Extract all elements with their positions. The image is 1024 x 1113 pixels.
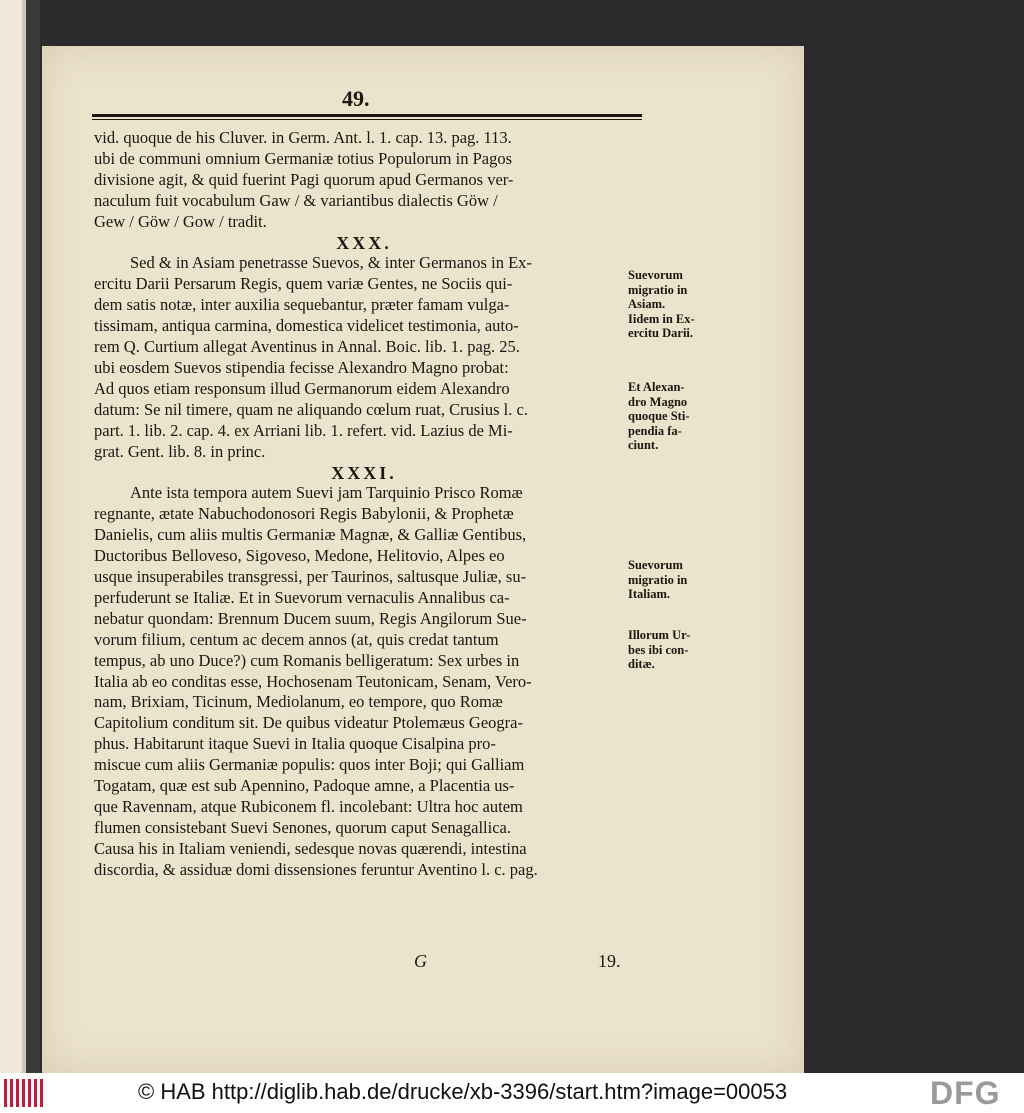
text-line: miscue cum aliis Germaniæ populis: quos inter Boji; qui Galliam — [94, 755, 525, 775]
text-line: Capitolium conditum sit. De quibus videatur Ptolemæus Geogra- — [94, 713, 523, 733]
text-line: naculum fuit vocabulum Gaw / & variantibus dialectis Göw / — [94, 190, 498, 210]
dfg-logo: DFG — [930, 1075, 1001, 1111]
text-line: regnante, ætate Nabuchodonosori Regis Babylonii, & Prophetæ — [94, 504, 514, 524]
text-line: grat. Gent. lib. 8. in princ. — [94, 441, 266, 461]
text-line: Ductoribus Belloveso, Sigoveso, Medone, Helitovio, Alpes eo — [94, 546, 505, 566]
section-heading: XXX. — [336, 232, 392, 253]
signature-mark: G — [414, 951, 427, 971]
margin-note-line: migratio in — [628, 282, 688, 297]
text-line: vorum filium, centum ac decem annos (at, quis credat tantum — [94, 629, 499, 649]
margin-note-urbes — [628, 628, 738, 672]
margin-note-line: Et Alexan- — [628, 380, 685, 394]
margin-note-line: Iidem in Ex- — [628, 311, 695, 326]
text-line: nebatur quondam: Brennum Ducem suum, Regis Angilorum Sue- — [94, 608, 527, 628]
text-line: Ante ista tempora autem Suevi jam Tarquinio Prisco Romæ — [130, 483, 523, 503]
section-heading: XXXI. — [331, 462, 397, 483]
text-line: Italia ab eo conditas esse, Hochosenam Teutonicam, Senam, Vero- — [94, 671, 532, 691]
margin-note-line: Suevorum — [628, 268, 683, 282]
text-line: rem Q. Curtium allegat Aventinus in Annal. Boic. lib. 1. pag. 25. — [94, 337, 520, 357]
text-line: dem satis notæ, inter auxilia sequebantur, præter famam vulga- — [94, 295, 510, 315]
text-line: ubi eosdem Suevos stipendia fecisse Alexandro Magno probat: — [94, 357, 509, 377]
text-line: tempus, ab uno Duce?) cum Romanis belligeratum: Sex urbes in — [94, 650, 520, 670]
text-line: Ad quos etiam responsum illud Germanorum eidem Alexandro — [94, 378, 510, 398]
adjacent-page-edge — [0, 0, 40, 1073]
hab-logo-icon — [4, 1079, 44, 1107]
viewer-footer — [0, 1073, 1024, 1113]
margin-note-line: ercitu Darii. — [628, 326, 694, 341]
body-text — [94, 128, 634, 881]
text-line: datum: Se nil timere, quam ne aliquando cœlum ruat, Crusius l. c. — [94, 399, 528, 419]
margin-note-line: pendia fa- — [628, 423, 682, 438]
text-line: flumen consistebant Suevi Senones, quorum caput Senagallica. — [94, 817, 511, 837]
page-number: 49. — [342, 86, 370, 111]
text-line: ubi de communi omnium Germaniæ totius Populorum in Pagos — [94, 148, 512, 168]
margin-note-line: bes ibi con- — [628, 642, 689, 657]
text-line: discordia, & assiduæ domi dissensiones feruntur Aventino l. c. pag. — [94, 859, 538, 879]
margin-note-suevorum-italiam — [628, 558, 738, 602]
text-line: perfuderunt se Italiæ. Et in Suevorum vernaculis Annalibus ca- — [94, 587, 510, 607]
margin-note-line: Illorum Ur- — [628, 628, 691, 642]
text-line: divisione agit, & quid fuerint Pagi quorum apud Germanos ver- — [94, 169, 514, 189]
header-rule — [92, 114, 642, 120]
margin-note-line: Suevorum — [628, 558, 683, 572]
text-line: Causa his in Italiam veniendi, sedesque novas quærendi, intestina — [94, 838, 527, 858]
catchword: 19. — [598, 951, 621, 971]
text-line: Sed & in Asiam penetrasse Suevos, & inter Germanos in Ex- — [130, 253, 532, 273]
text-line: que Ravennam, atque Rubiconem fl. incolebant: Ultra hoc autem — [94, 797, 523, 816]
text-line: part. 1. lib. 2. cap. 4. ex Arriani lib. 1. refert. vid. Lazius de Mi- — [94, 420, 513, 440]
text-line: phus. Habitarunt itaque Suevi in Italia quoque Cisalpina pro- — [94, 734, 496, 754]
margin-note-line: quoque Sti- — [628, 409, 690, 424]
text-line: Danielis, cum aliis multis Germaniæ Magnæ, & Galliæ Gentibus, — [94, 525, 527, 545]
margin-note-line: Italiam. — [628, 587, 671, 602]
text-line: Togatam, quæ est sub Apennino, Padoque amne, a Placentia us- — [94, 776, 515, 796]
text-line: nam, Brixiam, Ticinum, Mediolanum, eo tempore, quo Romæ — [94, 692, 503, 712]
margin-note-alexandro — [628, 380, 738, 453]
text-line: vid. quoque de his Cluver. in Germ. Ant. l. 1. cap. 13. pag. 113. — [94, 128, 512, 147]
text-line: tissimam, antiqua carmina, domestica videlicet testimonia, auto- — [94, 316, 519, 336]
text-line: ercitu Darii Persarum Regis, quem variæ Gentes, ne Sociis qui- — [94, 274, 513, 294]
margin-note-line: migratio in — [628, 572, 688, 587]
book-page — [42, 46, 804, 1073]
margin-note-line: dro Magno — [628, 394, 688, 409]
margin-note-line: Asiam. — [628, 297, 666, 312]
footer-credit-link[interactable]: © HAB http://diglib.hab.de/drucke/xb-3396/start.htm?image=00053 — [138, 1079, 788, 1104]
margin-note-line: ditæ. — [628, 657, 655, 672]
margin-note-line: ciunt. — [628, 438, 659, 453]
text-line: Gew / Göw / Gow / tradit. — [94, 211, 267, 231]
margin-note-suevorum-asiam — [628, 268, 738, 341]
text-line: usque insuperabiles transgressi, per Taurinos, saltusque Juliæ, su- — [94, 567, 527, 587]
